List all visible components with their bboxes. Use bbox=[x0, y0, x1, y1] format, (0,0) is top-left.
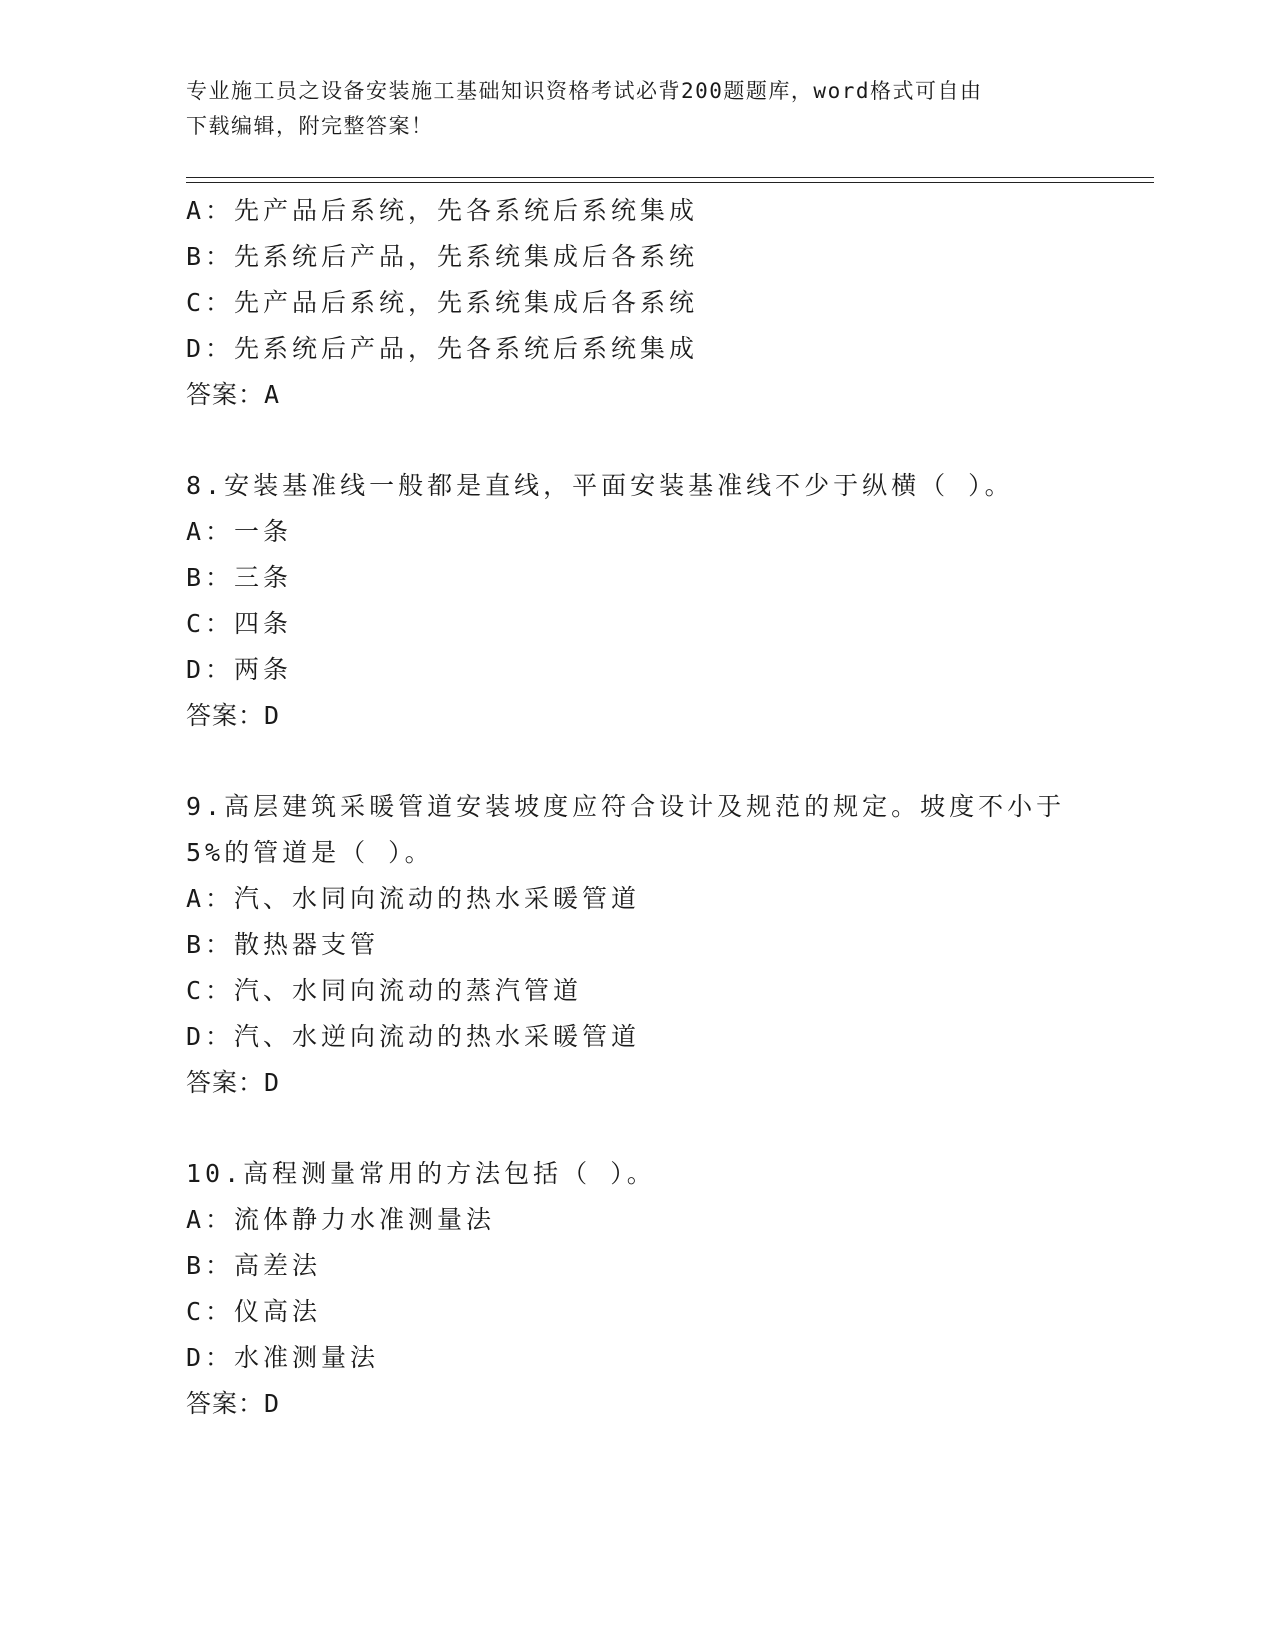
option-b: B：散热器支管 bbox=[186, 930, 380, 959]
option-d: D：两条 bbox=[186, 655, 293, 684]
answer-line: 答案：D bbox=[186, 1068, 281, 1097]
option-a: A：汽、水同向流动的热水采暖管道 bbox=[186, 884, 641, 913]
option-a: A：流体静力水准测量法 bbox=[186, 1205, 496, 1234]
header-divider-bottom bbox=[186, 182, 1154, 183]
question-10 bbox=[186, 1151, 1154, 1427]
answer-line: 答案：A bbox=[186, 380, 281, 409]
option-b: B：三条 bbox=[186, 563, 293, 592]
option-b: B：先系统后产品，先系统集成后各系统 bbox=[186, 242, 699, 271]
answer-line: 答案：D bbox=[186, 1389, 281, 1418]
option-c: C：四条 bbox=[186, 609, 293, 638]
option-c: C：先产品后系统，先系统集成后各系统 bbox=[186, 288, 699, 317]
option-a: A：一条 bbox=[186, 517, 293, 546]
question-text: 10.高程测量常用的方法包括（ ）。 bbox=[186, 1159, 656, 1188]
question-text: 8.安装基准线一般都是直线，平面安装基准线不少于纵横（ ）。 bbox=[186, 471, 1014, 500]
question-text-line-2: 5%的管道是（ ）。 bbox=[186, 838, 434, 867]
option-d: D：汽、水逆向流动的热水采暖管道 bbox=[186, 1022, 641, 1051]
option-c: C：汽、水同向流动的蒸汽管道 bbox=[186, 976, 583, 1005]
header-divider-top bbox=[186, 177, 1154, 178]
question-9 bbox=[186, 784, 1154, 1106]
option-c: C：仪高法 bbox=[186, 1297, 322, 1326]
spacer bbox=[186, 1106, 1154, 1151]
option-a: A：先产品后系统，先各系统后系统集成 bbox=[186, 196, 699, 225]
spacer bbox=[186, 739, 1154, 784]
header-line-1: 专业施工员之设备安装施工基础知识资格考试必背200题题库，word格式可自由 bbox=[186, 79, 983, 103]
document-header bbox=[186, 74, 1086, 144]
header-line-2: 下载编辑，附完整答案！ bbox=[186, 114, 434, 138]
question-list bbox=[186, 188, 1154, 1427]
question-7 bbox=[186, 188, 1154, 418]
question-text-line-1: 9.高层建筑采暖管道安装坡度应符合设计及规范的规定。坡度不小于 bbox=[186, 792, 1066, 821]
option-b: B：高差法 bbox=[186, 1251, 322, 1280]
spacer bbox=[186, 418, 1154, 463]
option-d: D：水准测量法 bbox=[186, 1343, 380, 1372]
question-8 bbox=[186, 463, 1154, 739]
answer-line: 答案：D bbox=[186, 701, 281, 730]
option-d: D：先系统后产品，先各系统后系统集成 bbox=[186, 334, 699, 363]
